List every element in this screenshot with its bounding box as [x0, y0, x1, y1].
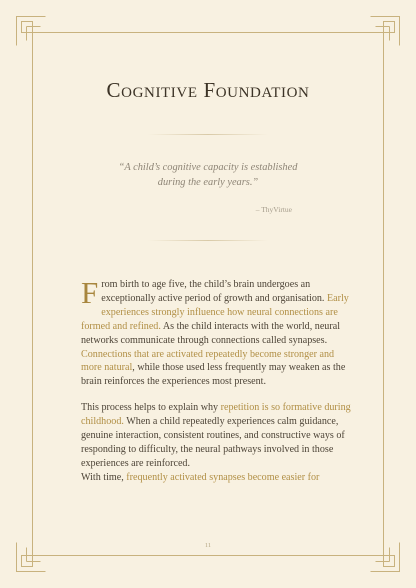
highlighted-text: repetition is so formative during childhood.: [81, 402, 351, 428]
text-span: When a child repeatedly experiences calm guidance, genuine interaction, consistent routines, and constructive ways of responding to difficulty, the neural pathways involved in those experiences are reinforced.: [81, 416, 345, 469]
text-span: , while those used less frequently may weaken as the brain reinforces the experiences most present.: [81, 362, 346, 388]
quote-divider-top: [148, 134, 268, 135]
highlighted-text: Early experiences strongly influence how neural connections are formed and refined.: [81, 292, 349, 332]
page-number: 11: [204, 542, 212, 549]
highlighted-text: frequently activated synapses become easier for: [126, 471, 320, 483]
text-span: This process helps to explain why: [81, 402, 221, 414]
epigraph-quote: “A child’s cognitive capacity is established during the early years.”: [118, 162, 298, 188]
highlighted-text: Connections that are activated repeatedly become stronger and more natural: [81, 348, 335, 374]
body-text: [81, 275, 351, 485]
page-title: Cognitive Foundation: [106, 78, 310, 102]
paragraph: [81, 471, 351, 485]
text-span: With time,: [81, 471, 127, 483]
quote-divider-bottom: [148, 240, 268, 241]
paragraph: [81, 275, 351, 389]
text-span: As the child interacts with the world, neural networks communicate through connections called synapses.: [81, 320, 340, 346]
paragraph: [81, 401, 351, 471]
drop-cap: F: [81, 275, 99, 310]
quote-attribution: – ThyVirtue: [255, 205, 292, 214]
text-span: rom birth to age five, the child’s brain undergoes an exceptionally active period of growth and organisation.: [101, 279, 327, 304]
